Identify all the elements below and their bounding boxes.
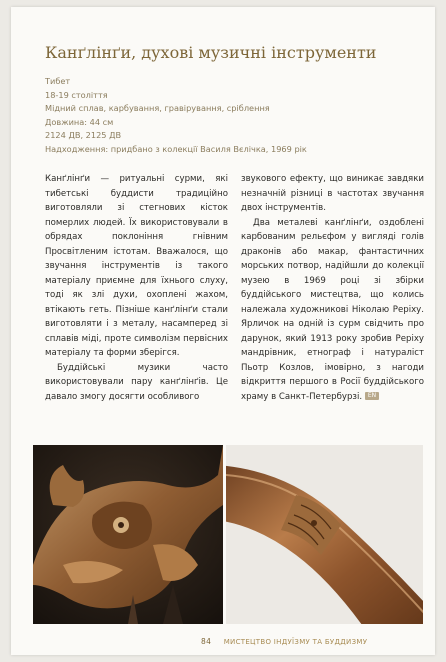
meta-material: Мідний сплав, карбування, гравірування, сріблення [45, 103, 270, 114]
paragraph [241, 216, 424, 405]
photo-dragon-head [33, 445, 223, 624]
meta-acquisition: Надходження: придбано з колекції Василя Вєлічка, 1969 рік [45, 143, 307, 154]
page-footer [201, 637, 367, 646]
meta-inventory: 2124 ДВ, 2125 ДВ [45, 130, 122, 141]
meta-century: 18-19 століття [45, 89, 108, 100]
text-column-left [45, 172, 228, 404]
paragraph: Канґлінґи — ритуальні сурми, які тибетські буддисти традиційно виготовляли зі стегнових кісток померлих людей. Їх використовували в обрядах поклоніння гнівним Просвітленим істотам. Вважалося, що звучання інструментів із такого матеріалу приємне для їхнього слуху, тоді як злі духи, охоплені жахом, втікають геть. Пізніше канґлінґи стали виготовляти і з металу, насамперед зі сплавів міді, проте символізм первісних матеріалу та форми зберігся. [45, 174, 228, 358]
horn-detail-illustration [226, 445, 423, 624]
running-title: МИСТЕЦТВО ІНДУЇЗМУ ТА БУДДИЗМУ [223, 638, 368, 646]
language-badge[interactable]: EN [365, 392, 379, 400]
photo-horn-detail [226, 445, 423, 624]
dragon-head-illustration [33, 445, 223, 624]
meta-place: Тибет [45, 76, 71, 86]
page-title: Канґлінґи, духові музичні інструменти [45, 43, 377, 62]
paragraph: звукового ефекту, що виникає завдяки незначній різниці в частотах звучання двох інструментів. [241, 174, 424, 213]
object-metadata [45, 75, 405, 157]
meta-length: Довжина: 44 см [45, 116, 114, 127]
book-page [11, 7, 435, 655]
page-number: 84 [201, 637, 212, 646]
paragraph: Буддійські музики часто використовували пару канґлінґів. Це давало змогу досягти особливого [45, 362, 228, 402]
paragraph-text: Два металеві канґлінґи, оздоблені карбованим рельєфом у вигляді голів драконів або макар, фантастичних морських потвор, надійшли до колекції музею в 1969 році зі збірки буддійського мистецтва, що колись належала художникові Ніколаю Реріху. Ярличок на одній із сурм свідчить про дарунок, який 1913 року зробив Реріху мандрівник, етнограф і натураліст Пьотр Козлов, імовірно, з нагоди відкриття першого в Росії буддійського храму в Санкт-Петербурзі. [241, 217, 424, 402]
text-column-right [241, 172, 424, 404]
